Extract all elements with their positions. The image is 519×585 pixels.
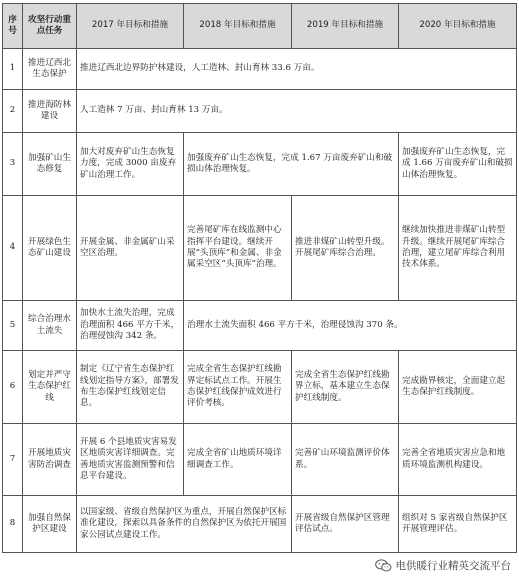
row-task: 加强矿山生态修复	[23, 133, 77, 196]
row-task: 综合治理水土流失	[23, 301, 77, 351]
table-row	[3, 49, 517, 90]
row-seq: 7	[3, 424, 23, 496]
row-measures-2019: 开展省级自然保护区管理评估试点。	[292, 496, 399, 553]
header-2019: 2019 年目标和措施	[292, 4, 399, 49]
row-measures-2017-2018: 以国家级、省级自然保护区为重点，开展自然保护区标准化建设，探索以具备条件的自然保护区为依托开展国家公园试点建设工作。	[77, 496, 292, 553]
row-measures-2017-2020: 推进辽西北边界防护林建设，人工造林、封山育林 33.6 万亩。	[77, 49, 517, 90]
header-2017: 2017 年目标和措施	[77, 4, 184, 49]
watermark-text: 电供暖行业精英交流平台	[395, 560, 511, 572]
wechat-icon	[375, 559, 392, 572]
header-2020: 2020 年目标和措施	[399, 4, 517, 49]
goals-table	[2, 3, 517, 553]
row-measures-2020: 组织对 5 家省级自然保护区开展管理评估。	[399, 496, 517, 553]
table-row	[3, 496, 517, 553]
row-measures-2017-2020: 人工造林 7 万亩、封山育林 13 万亩。	[77, 90, 517, 133]
row-seq: 5	[3, 301, 23, 351]
row-task: 加强自然保护区建设	[23, 496, 77, 553]
row-measures-2018: 完善尾矿库在线监测中心指挥平台建设。继续开展“头顶库”和金属、非金属采空区“头顶库”治理。	[184, 196, 292, 301]
table-row	[3, 301, 517, 351]
row-measures-2020: 加强废弃矿山生态恢复，完成 1.66 万亩废弃矿山和破损山体治理恢复。	[399, 133, 517, 196]
row-measures-2019: 推进非煤矿山转型升级。开展尾矿库综合治理。	[292, 196, 399, 301]
row-task: 推进辽西北生态保护	[23, 49, 77, 90]
row-measures-2018: 完成全省矿山地质环境详细调查工作。	[184, 424, 292, 496]
header-seq: 序号	[3, 4, 23, 49]
table-header-row	[3, 4, 517, 49]
row-measures-2020: 继续加快推进非煤矿山转型升级。继续开展尾矿库综合治理，建立尾矿库综合利用技术体系。	[399, 196, 517, 301]
row-seq: 8	[3, 496, 23, 553]
table-row	[3, 424, 517, 496]
table-row	[3, 351, 517, 424]
row-measures-2017: 加快水土流失治理，完成治理面积 466 平方千米，治理侵蚀沟 342 条。	[77, 301, 184, 351]
row-measures-2017: 开展 6 个县地质灾害易发区地质灾害详细调查。完善地质灾害监测预警和信息平台建设。	[77, 424, 184, 496]
row-measures-2019: 完善矿山环境监测评价体系。	[292, 424, 399, 496]
row-task: 推进海防林建设	[23, 90, 77, 133]
row-measures-2020: 完成勘界核定，全面建立起生态保护红线制度。	[399, 351, 517, 424]
row-measures-2017: 开展金属、非金属矿山采空区治理。	[77, 196, 184, 301]
row-seq: 4	[3, 196, 23, 301]
row-task: 开展地质灾害防治调查	[23, 424, 77, 496]
row-measures-2017: 加大对废弃矿山生态恢复力度，完成 3000 亩废弃矿山治理工作。	[77, 133, 184, 196]
table-row	[3, 133, 517, 196]
row-seq: 6	[3, 351, 23, 424]
row-seq: 1	[3, 49, 23, 90]
header-2018: 2018 年目标和措施	[184, 4, 292, 49]
row-seq: 2	[3, 90, 23, 133]
header-task: 攻坚行动重点任务	[23, 4, 77, 49]
row-measures-2020: 完善全省地质灾害应急和地质环境监测机构建设。	[399, 424, 517, 496]
row-measures-2019: 完成全省生态保护红线勘界立标，基本建立生态保护红线制度。	[292, 351, 399, 424]
row-measures-2018-2020: 治理水土流失面积 466 平方千米，治理侵蚀沟 370 条。	[184, 301, 517, 351]
row-measures-2018-2019: 加强废弃矿山生态恢复，完成 1.67 万亩废弃矿山和破损山体治理恢复。	[184, 133, 399, 196]
row-seq: 3	[3, 133, 23, 196]
table-row	[3, 196, 517, 301]
table-row	[3, 90, 517, 133]
row-task: 划定并严守生态保护红线	[23, 351, 77, 424]
row-task: 开展绿色生态矿山建设	[23, 196, 77, 301]
row-measures-2017: 制定《辽宁省生态保护红线划定指导方案》，部署发布生态保护红线划定信息。	[77, 351, 184, 424]
row-measures-2018: 完成全省生态保护红线勘界定标试点工作。开展生态保护红线保护成效进行评价考核。	[184, 351, 292, 424]
watermark	[375, 558, 512, 573]
